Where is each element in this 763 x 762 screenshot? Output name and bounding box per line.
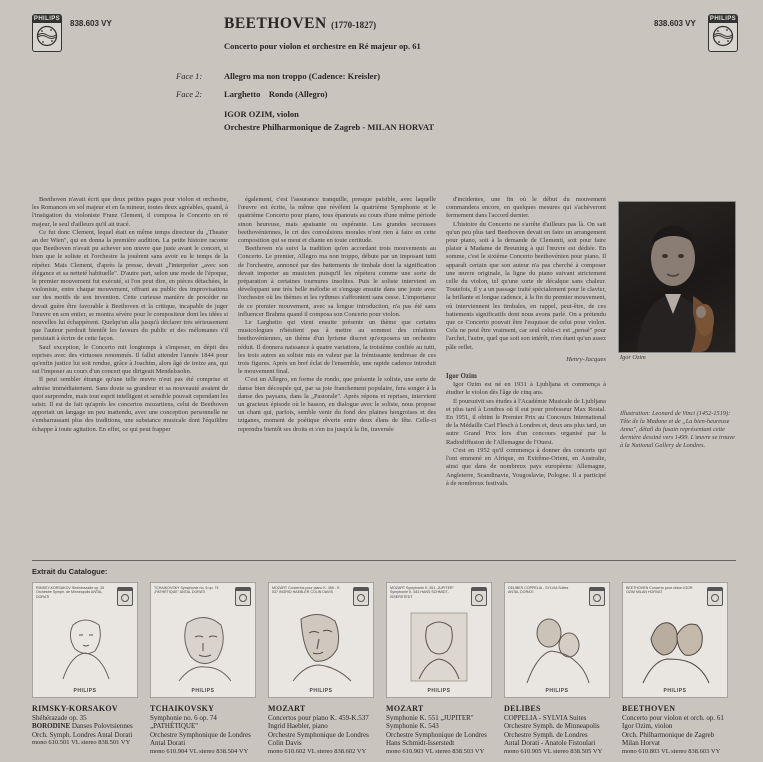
paragraph: Sauf exception, le Concerto mit longtemps à s'imposer, en dépit des reprises avec des virtuoses renommés. Il fallut attendre l'année 1844 pour qu'enfin justice lui soit rendue, grâce à Joachim, alors âgé de treize ans, qui sut l'imposer au cours d'un concert que dirigeait Mendelssohn. (32, 343, 228, 376)
album-cover-tchaikovsky (150, 582, 256, 698)
album-cover-mozart-symphonies (386, 582, 492, 698)
paragraph: C'est en 1952 qu'il commença à donner des concerts qui l'ont emmené en Afrique, en Extrême-Orient, en Australie, ainsi que dans de nombreux pays européens: Allemagne, Angleterre, Scandinavie, Yougoslavie, Pologne. Il a participé à de nombreux festivals. (446, 446, 606, 487)
paragraph: C'est un Allegro, en forme de rondo, que présente le soliste, une sorte de danse bien découpée qui, par sa joie franchement populaire, fera songer à la danse des paysans, dans la „Pastorale". Après répons et reprises, intervient un gracieux épisode où le basson, en dialogue avec le soliste, nous propose un chant qui, parfois, semble venir du fond des plaines hongroises et des tziganes, moment de poétique rêverie entre deux élans de fête. Celle-ci reprendra bientôt ses droits et s'en ira jusqu'à la fin, traversée (238, 376, 436, 433)
paragraph: Il peut sembler étrange qu'une telle œuvre n'eut pas été comprise et admise immédiatement. Sans doute sa grandeur et sa nouveauté avaient de quoi surprendre, mais tout esprit intelligent et sensible pouvait cependant les saisir. Il est de fait qu'après les concertos mozartiens, celui de Beethoven apportait un langage un peu inattendu, avec une conception personnelle ne s'embarrassant plus des traditions, une substance musicale dont l'équilibre échappe à toute agitation. En effet, ce qui peut frapper (32, 376, 228, 433)
cover-header-text: MOZART Symphonie K. 551 „JUPITER" Symphonie K. 543 HANS SCHMIDT-ISSERSTEDT (390, 586, 454, 599)
entry-line: Concerto pour violon et orch. op. 61 (622, 713, 724, 722)
catalogue-entry-rimsky-korsakov (32, 705, 148, 748)
catalogue-entry-beethoven (622, 705, 742, 757)
entry-line: Orch. Philharmonique de Zagreb (622, 730, 715, 739)
catalog-number-right: 838.603 VY (654, 19, 696, 28)
entry-line: Milan Horvat (622, 739, 660, 748)
cover-artwork (43, 609, 127, 685)
cover-brand: PHILIPS (427, 688, 451, 694)
paragraph: Ce fut donc Clement, lequel était en même temps directeur du „Theater an der Wien", qui en donna la première audition. La petite histoire raconte que Beethoven n'avait pu achever son œuvre que juste avant le concert, si bien que le soliste et l'orchestre la jouèrent sans avoir eu le temps de la répéter. Mais Clement, d'après la presse, devait „l'interpréter „avec son élégance et sa netteté habituelle". D'autre part, selon une mode de l'époque, le premier mouvement fut exécuté, si l'on peut dire, en pièces détachées, le violoniste, entre chaque mouvement, offrant au public des improvisations sur des motifs de son invention. Cette curieuse manière de procéder ne devait guère être favorable à Beethoven et la critique, incapable de juger l'œuvre en son entier, se montra sévère pour le compositeur dont les idées si nouvelles lui échappèrent. Quelqu'un alla jusqu'à déclarer très sérieusement que l'auteur perdrait bientôt les faveurs du public et des mélomanes s'il persistait à écrire de cette façon. (32, 228, 228, 343)
sketch-face-image (161, 609, 245, 685)
entry-line: Orchestre Symph. de Minneapolis (504, 722, 600, 731)
philips-shield-icon (36, 25, 58, 47)
sketch-figure-image (43, 609, 127, 685)
illustration-note: Illustration: Leonard de Vinci (1452-1519): Tête de la Madone et de „La bien-heureuse Anna", détail du fusain représentant cette dernière dessiné vers 1499. L'œuvre se trouve à la National Gallery de Londres. (620, 410, 735, 449)
catalogue-heading: Extrait du Catalogue: (32, 567, 108, 576)
paragraph: Igor Ozim est né en 1931 à Ljubljana et commença à étudier le violon dès l'âge de cinq ans. (446, 381, 606, 397)
album-cover-rimsky-korsakov (32, 582, 138, 698)
face-2-content: Larghetto Rondo (Allegro) (224, 89, 328, 99)
entry-catalog-numbers: mono 610.905 VL stereo 838.505 VY (504, 747, 603, 755)
artist-photo (618, 201, 736, 353)
paragraph: Le Larghetto qui vient ensuite présente un thème que certains musicologues n'hésitent pas à mettre au sommet des créations beethovéniennes, un thème d'un lyrisme discret qu'exposera un orchestre réduit. Il donnera naissance à quatre variations, la troisième confiée au tutti, les trois autres au soliste mis en valeur par la frémissante tendresse de ces trois figures. Après un bref éclat de l'ensemble, une rapide cadence introduit le mouvement final. (238, 319, 436, 376)
work-title: Concerto pour violon et orchestre en Ré majeur op. 61 (224, 41, 421, 51)
entry-catalog-numbers: mono 610.903 VL stereo 838.503 VY (386, 747, 485, 755)
paragraph: Il poursuivit ses études à l'Académie Musicale de Ljubljana et plus tard à Londres où il eut pour professeur Max Rostal. En 1951, il obtint le Premier Prix au Concours International de la Médaille Carl Flesch à Londres et, deux ans plus tard, un autre Grand Prix lors d'un concours organisé par la Radiodiffusion de l'Allemagne de l'Ouest. (446, 397, 606, 446)
cover-artwork (515, 609, 599, 685)
catalogue-entry-mozart-symphonies (386, 705, 502, 757)
entry-line: Colin Davis (268, 739, 302, 748)
face-1-content: Allegro ma non troppo (Cadence: Kreisler) (224, 71, 381, 81)
cover-brand: PHILIPS (663, 688, 687, 694)
entry-line: Orchestre Symphonique de Londres (150, 730, 251, 739)
philips-logo-icon (471, 587, 487, 606)
entry-line: Concertos pour piano K. 459-K.537 (268, 713, 369, 722)
entry-line: Symphonie no. 6 op. 74 (150, 713, 217, 722)
album-cover-delibes (504, 582, 610, 698)
entry-composer: BEETHOVEN (622, 704, 676, 713)
catalog-number-left: 838.603 VY (70, 19, 112, 28)
philips-logo-icon (353, 587, 369, 606)
entry-composer: DELIBES (504, 704, 541, 713)
entry-line: Danses Polovtsiennes (71, 722, 133, 731)
liner-notes-col-2 (238, 196, 436, 434)
divider (32, 560, 736, 561)
cover-brand: PHILIPS (191, 688, 215, 694)
sketch-profile-image (279, 609, 363, 685)
violinist-portrait-image (619, 202, 735, 352)
sketch-portrait-image (397, 609, 481, 685)
cover-header-text: RIMSKY-KORSAKOV Shéhérazade op. 35 Orchestre Symph. de Minneapolis ANTAL DORATI (36, 586, 105, 599)
entry-line: Orchestre Symph. de Londres (504, 730, 588, 739)
cover-header-text: MOZART Concertos pour piano K. 459 - K. 537 INGRID HAEBLER COLIN DAVIS (272, 586, 341, 595)
sketch-figures-image (515, 609, 599, 685)
catalogue-entry-mozart-concertos (268, 705, 384, 757)
face-2-label: Face 2: (176, 89, 203, 99)
paragraph: également, c'est l'assurance tranquille, presque paisible, avec laquelle l'œuvre est écrite, la même que révèlent la quatrième Symphonie et le quatrième Concerto pour piano, tous épanouis au cours d'une même période sinon heureuse, mais apaisante ou espérante. Les grandes secousses beethovéniennes, le cri des convulsions morales n'ont rien à faire en cette composition qui se meut et chante en toute certitude. (238, 196, 436, 245)
catalogue-entry-delibes (504, 705, 620, 757)
entry-composer: RIMSKY-KORSAKOV (32, 704, 118, 713)
entry-catalog-numbers: mono 610.501 VL stereo 838.501 VY (32, 739, 131, 747)
entry-catalog-numbers: mono 610.602 VL stereo 838.602 VY (268, 747, 367, 755)
cover-brand: PHILIPS (545, 688, 569, 694)
entry-line: Symphonie K. 543 (386, 722, 439, 731)
entry-line: Antal Dorati - Anatole Fistoulari (504, 739, 596, 748)
paragraph: L'histoire du Concerto ne s'arrête d'ailleurs pas là. On sait qu'un peu plus tard Beethoven devait en faire un arrangement pour piano, soit à la demande de Clementi, soit pour faire plaisir à Madame de Breuning à qui l'œuvre est dédiée. En somme, c'est le sixième Concerto beethovénien pour piano. Il apparaît certain que son auteur n'a pas cherché à composer une œuvre originale, la ligne du piano suivant strictement celle du violon, tel qu'une sorte de décalque sans chaleur. Toutefois, il y a un passage traité spécialement pour le clavier, la brillante et longue cadence, à la fin du premier mouvement, où interviennent les timbales, en rappel, peut-être, de ces battements significatifs dont nous avons parlé. On a prétendu que ce Concerto pouvait être l'esquisse de celui pour violon. Cela ne peut être vraiment, car seul celui-ci est „pensé" pour l'archet, l'autre, quel que soit son intérêt, n'en étant qu'un assez pâle reflet. (446, 220, 606, 351)
cover-header-text: BEETHOVEN Concerto pour violon IGOR OZIM MILAN HORVAT (626, 586, 693, 595)
philips-logo-wordmark: PHILIPS (709, 16, 737, 22)
orchestra: Orchestre Philharmonique de Zagreb - MILAN HORVAT (224, 122, 435, 132)
philips-logo-icon (707, 587, 723, 606)
bio-heading: Igor Ozim (446, 372, 477, 381)
cover-artwork (633, 609, 717, 685)
entry-line: Shéhérazade op. 35 (32, 713, 87, 722)
entry-line: Orchestre Symphonique de Londres (268, 730, 369, 739)
philips-logo-left (32, 14, 62, 52)
cover-artwork (279, 609, 363, 685)
paragraph: Beethoven n'a suivi la tradition qu'en accordant trois mouvements au Concerto. Le premier, Allegro ma non troppo, débute par un imposant tutti de l'orchestre, annoncé par des battements de timbale dont la signification devait importer au musicien puisqu'il les répétera comme une sorte de préparation à certaines tournures insolites. Puis le soliste intervient en développant une très belle mélodie et s'engage ensuite dans une joute avec l'orchestre où les thèmes et les rythmes s'affrontent sans cesse. L'importance de ce premier mouvement, avec sa longue introduction, n'a pas été sans influencer Brahms quand il composa son Concerto pour violon. (238, 245, 436, 318)
album-cover-beethoven (622, 582, 728, 698)
entry-composer: MOZART (268, 704, 306, 713)
entry-line: „PATHÉTIQUE" (150, 722, 199, 731)
liner-notes-col-1 (32, 196, 228, 434)
cover-artwork (161, 609, 245, 685)
entry-line: Hans Schmidt-Isserstedt (386, 739, 455, 748)
paragraph: d'incidentes, une fin où le début du mouvement commandera encore, en quelques mesures qui s'achèveront fermement dans l'accord dernier. (446, 196, 606, 220)
entry-composer: MOZART (386, 704, 424, 713)
entry-line: Igor Ozim, violon (622, 722, 673, 731)
composer-name: BEETHOVEN (224, 15, 327, 32)
cover-header-text: TCHAIKOVSKY Symphonie no. 6 op. 74 „PATHÉTIQUE" ANTAL DORATI (154, 586, 219, 595)
entry-line: Antal Dorati (150, 739, 186, 748)
entry-catalog-numbers: mono 610.803 VL stereo 838.603 VY (622, 747, 721, 755)
liner-notes-col-3 (446, 196, 606, 488)
composer-dates: (1770-1827) (331, 20, 377, 30)
entry-line: Ingrid Haebler, piano (268, 722, 328, 731)
photo-caption: Igor Ozim (620, 354, 646, 361)
notes-author: Henry-Jacques (566, 355, 606, 363)
entry-composer: TCHAIKOVSKY (150, 704, 215, 713)
entry-catalog-numbers: mono 610.904 VL stereo 838.504 VY (150, 747, 249, 755)
sketch-madonna-image (633, 609, 717, 685)
cover-header-text: DELIBES COPPELIA - SYLVIA Suites ANTAL DORATI (508, 586, 569, 595)
album-cover-mozart-concertos (268, 582, 374, 698)
philips-logo-wordmark: PHILIPS (33, 16, 61, 22)
cover-brand: PHILIPS (309, 688, 333, 694)
paragraph: Beethoven n'avait écrit que deux petites pages pour violon et orchestre, les Romances en sol majeur et en fa mineur, toutes deux agréables, quand, à l'instigation du violoniste Franz Clement, il composa le Concerto en ré majeur, le seul d'ailleurs qu'il ait tracé. (32, 196, 228, 228)
composer-title (224, 15, 376, 33)
face-1-label: Face 1: (176, 71, 203, 81)
philips-logo-icon (117, 587, 133, 606)
entry-composer-2: BORODINE (32, 722, 71, 731)
philips-logo-icon (235, 587, 251, 606)
entry-line: Orchestre Symphonique de Londres (386, 730, 487, 739)
entry-line: COPPELIA - SYLVIA Suites (504, 713, 587, 722)
soloist: IGOR OZIM, violon (224, 109, 299, 119)
entry-line: Symphonie K. 551 „JUPITER" (386, 713, 474, 722)
cover-brand: PHILIPS (73, 688, 97, 694)
cover-artwork (397, 609, 481, 685)
philips-logo-icon (589, 587, 605, 606)
catalogue-entry-tchaikovsky (150, 705, 266, 757)
entry-line: Orch. Symph. Londres Antal Dorati (32, 730, 133, 739)
philips-logo-right (708, 14, 738, 52)
philips-shield-icon (712, 25, 734, 47)
